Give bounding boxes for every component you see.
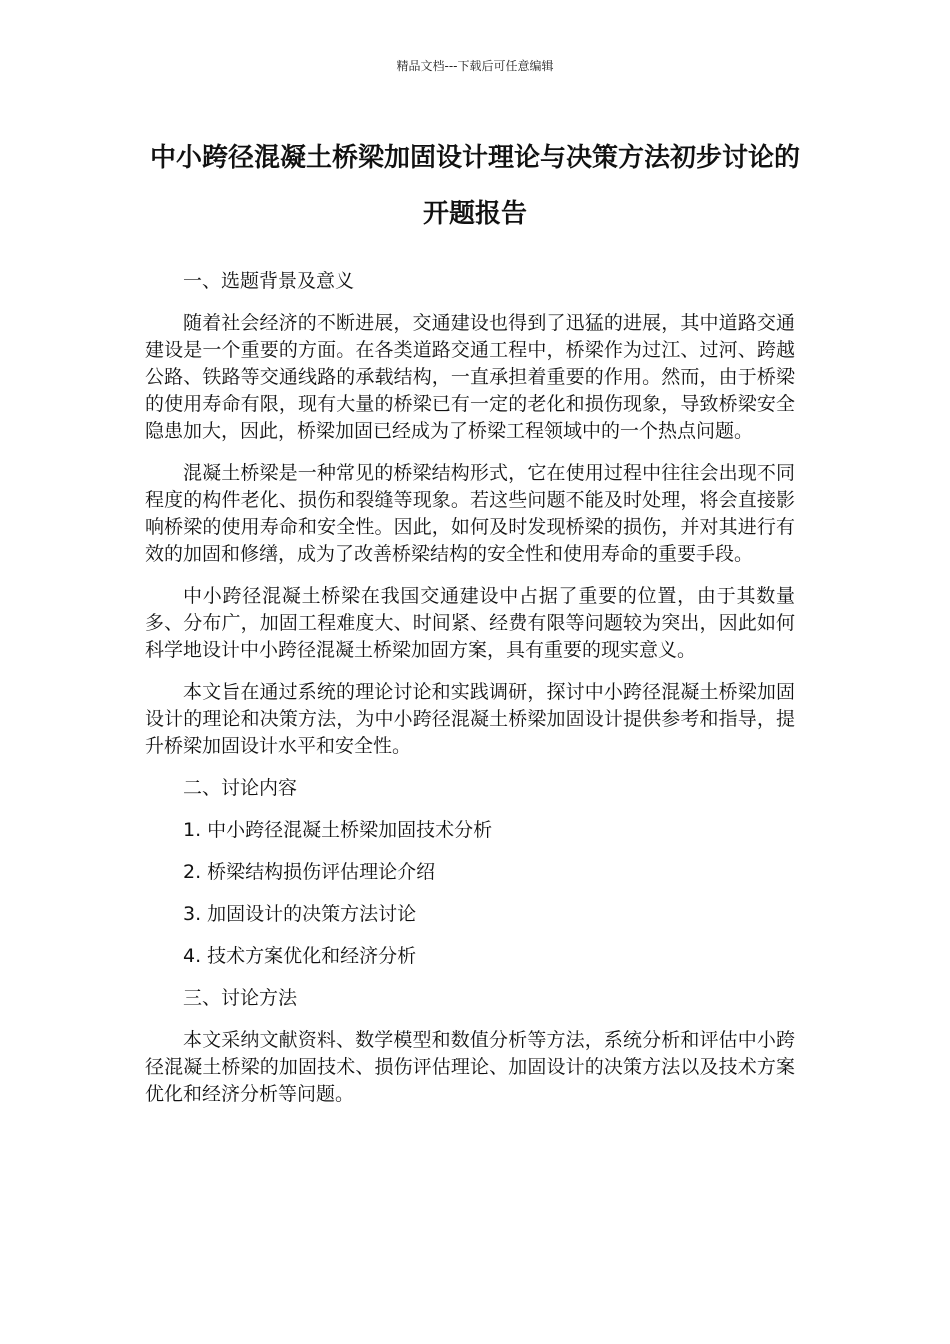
document-title: 中小跨径混凝土桥梁加固设计理论与决策方法初步讨论的开题报告 <box>149 143 800 229</box>
paragraph: 中小跨径混凝土桥梁在我国交通建设中占据了重要的位置，由于其数量多、分布广，加固工程难度大、时间紧、经费有限等问题较为突出，因此如何科学地设计中小跨径混凝土桥梁加固方案，具有重要的现实意义。 <box>145 585 795 661</box>
section-heading-content: 二、讨论内容 <box>183 777 298 799</box>
section-heading-background: 一、选题背景及意义 <box>183 270 355 292</box>
paragraph: 本文采纳文献资料、数学模型和数值分析等方法，系统分析和评估中小跨径混凝土桥梁的加固技术、损伤评估理论、加固设计的决策方法以及技术方案优化和经济分析等问题。 <box>145 1029 795 1105</box>
paragraph: 随着社会经济的不断进展，交通建设也得到了迅猛的进展，其中道路交通建设是一个重要的方面。在各类道路交通工程中，桥梁作为过江、过河、跨越公路、铁路等交通线路的承载结构，一直承担着重要的作用。然而，由于桥梁的使用寿命有限，现有大量的桥梁已有一定的老化和损伤现象，导致桥梁安全隐患加大，因此，桥梁加固已经成为了桥梁工程领域中的一个热点问题。 <box>145 312 795 442</box>
list-item: 1. 中小跨径混凝土桥梁加固技术分析 <box>183 819 493 841</box>
header-note: 精品文档---下载后可任意编辑 <box>396 59 554 73</box>
list-item: 4. 技术方案优化和经济分析 <box>183 945 417 967</box>
list-item: 3. 加固设计的决策方法讨论 <box>183 903 417 925</box>
document-body <box>145 268 795 1123</box>
paragraph: 混凝土桥梁是一种常见的桥梁结构形式，它在使用过程中往往会出现不同程度的构件老化、损伤和裂缝等现象。若这些问题不能及时处理，将会直接影响桥梁的使用寿命和安全性。因此，如何及时发现桥梁的损伤，并对其进行有效的加固和修缮，成为了改善桥梁结构的安全性和使用寿命的重要手段。 <box>145 462 795 565</box>
section-heading-method: 三、讨论方法 <box>183 987 298 1009</box>
paragraph: 本文旨在通过系统的理论讨论和实践调研，探讨中小跨径混凝土桥梁加固设计的理论和决策方法，为中小跨径混凝土桥梁加固设计提供参考和指导，提升桥梁加固设计水平和安全性。 <box>145 681 795 757</box>
list-item: 2. 桥梁结构损伤评估理论介绍 <box>183 861 436 883</box>
